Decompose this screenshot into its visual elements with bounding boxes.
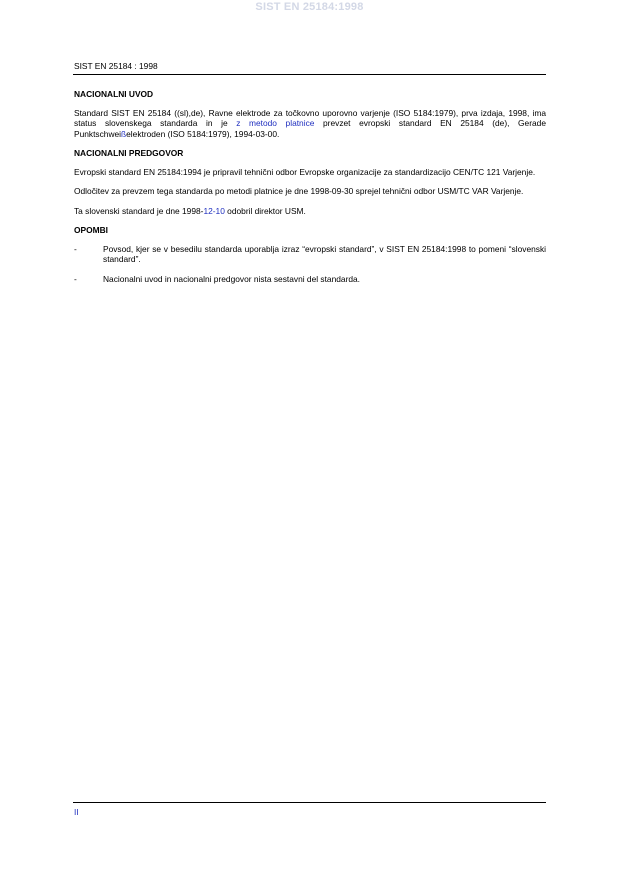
uvod-text-1: Standard SIST EN 25184 ((sl),de), Ravne elektrode za točkovno uporovno varjenje (ISO 5184:1979), prva izdaja, 1998, ima status slovenskega standarda in je bbox=[74, 107, 546, 128]
list-dash: - bbox=[74, 273, 77, 284]
section-heading-predgovor: NACIONALNI PREDGOVOR bbox=[74, 148, 184, 158]
uvod-text-2: prevzet evropski standard EN 25184 (de), Gerade Punktschwei bbox=[74, 118, 546, 139]
list-item-text: Povsod, kjer se v besedilu standarda uporablja izraz “evropski standard”, v SIST EN 25184:1998 to pomeni “slovenski standard”. bbox=[103, 243, 546, 264]
watermark-doc-id: SIST EN 25184:1998 bbox=[255, 1, 364, 13]
list-item bbox=[74, 244, 546, 265]
header-doc-id: SIST EN 25184 : 1998 bbox=[74, 61, 158, 71]
predgovor-text-2: odobril direktor USM. bbox=[224, 205, 306, 216]
predgovor-paragraph-1: Evropski standard EN 25184:1994 je pripravil tehnični odbor Evropske organizacije za standardizacijo CEN/TC 121 Varjenje. bbox=[74, 166, 536, 177]
list-item bbox=[74, 274, 546, 285]
predgovor-paragraph-2: Odločitev za prevzem tega standarda po metodi platnice je dne 1998-09-30 sprejel tehnični odbor USM/TC VAR Varjenje. bbox=[74, 186, 524, 196]
page-content bbox=[74, 89, 546, 293]
footer-rule bbox=[73, 802, 546, 803]
header-rule bbox=[73, 74, 546, 75]
predgovor-paragraph-3 bbox=[74, 206, 546, 217]
section-heading-opombi: OPOMBI bbox=[74, 225, 108, 235]
uvod-paragraph bbox=[74, 108, 546, 140]
uvod-text-3: elektroden (ISO 5184:1979), 1994-03-00. bbox=[126, 128, 280, 139]
sz-char: ß bbox=[121, 128, 127, 139]
approval-date: 12-10 bbox=[203, 205, 225, 216]
page-number: II bbox=[74, 807, 79, 817]
predgovor-text-1: Ta slovenski standard je dne 1998- bbox=[74, 205, 204, 216]
list-dash: - bbox=[74, 243, 77, 254]
list-item-text: Nacionalni uvod in nacionalni predgovor nista sestavni del standarda. bbox=[103, 273, 360, 284]
section-heading-uvod: NACIONALNI UVOD bbox=[74, 89, 154, 99]
metoda-platnice-link[interactable]: z metodo platnice bbox=[236, 118, 315, 128]
